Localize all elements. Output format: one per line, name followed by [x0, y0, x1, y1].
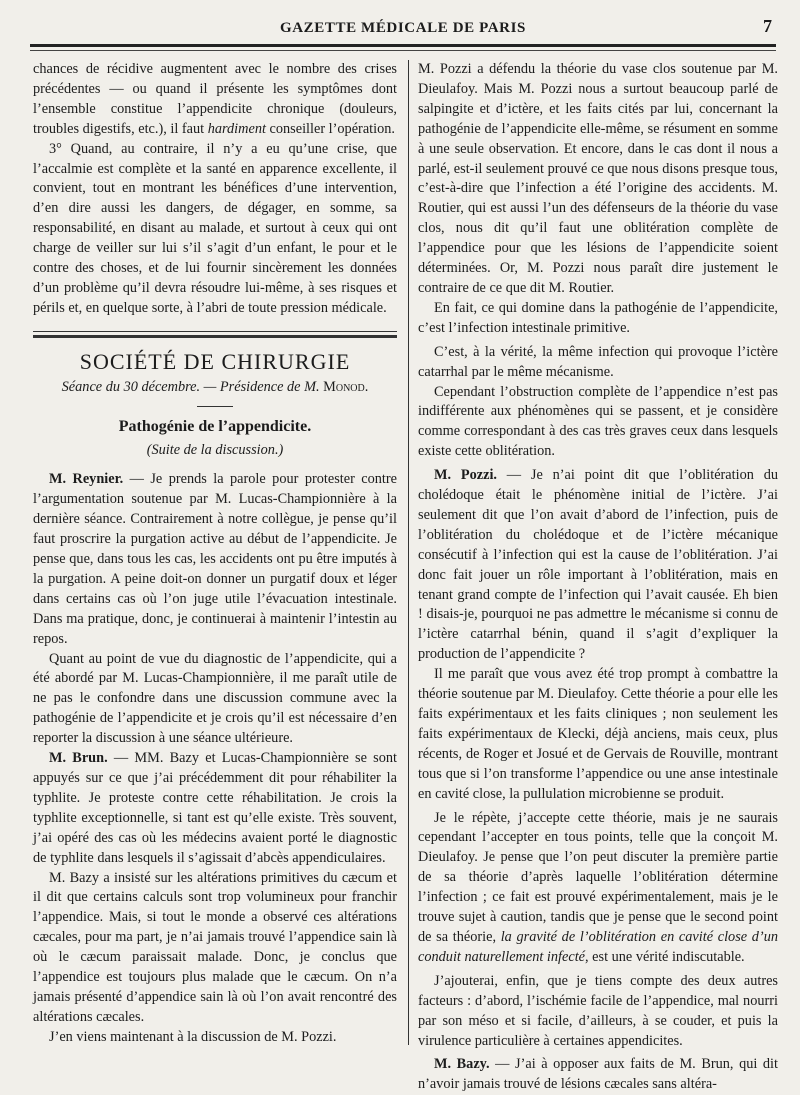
paragraph: [418, 809, 778, 968]
paragraph-pozzi: [418, 466, 778, 665]
text-span: chances de récidive augmentent avec le nombre des crises précédentes — ou quand il présente les symptômes dont l’ensemble constitue l’appendicite chronique (douleurs, troubles digestifs, etc.), il faut: [33, 61, 397, 137]
column-divider: [408, 60, 409, 1045]
paragraph-bazy: [418, 1055, 778, 1095]
speaker-name: M. Bazy.: [434, 1056, 490, 1073]
paragraph: 3° Quand, au contraire, il n’y a eu qu’une crise, que l’accalmie est complète et la santé en apparence excellente, il convient, tout en montrant les bénéfices d’une intervention, d’en dire aussi les dangers, de dégager, en somme, sa responsabilité, en disant au malade, et surtout à ceux qui ont charge de veiller sur lui s’il s’agit d’un enfant, le pour et le contre des choses, et de lui fournir sincèrement les données d’un problème qu’il devra résoudre lui-même, à ses risques et périls et, en quelque sorte, à l’abri de toute pression médicale.: [33, 140, 397, 316]
header-rule-thick: [30, 44, 776, 47]
paragraph-reynier: [33, 470, 397, 649]
header-rule-thin: [30, 50, 776, 51]
paragraph: Cependant l’obstruction complète de l’appendice n’est pas indifférente aux phénomènes qui se passent, et je considère comme correspondant à des cas très graves ceux dans lesquels existe cette oblitération.: [418, 383, 778, 460]
text-span: conseiller l’opération.: [265, 120, 395, 137]
short-divider: [197, 406, 233, 407]
paragraph: Il me paraît que vous avez été trop prompt à combattre la théorie soutenue par M. Dieulafoy. Cette théorie a pour elle les faits expérimentaux et les faits cliniques ; non seulement les faits expérimentaux de Klecki, déjà anciens, mais ceux, plus récents, de Roger et Josué et de Gervais de Rouville, montrant tous que si l’on transforme l’appendice ou une anse intestinale en cavité close, la pullulation microbienne se produit.: [418, 666, 778, 802]
speaker-name: M. Brun.: [49, 750, 108, 767]
text-span: Je le répète, j’accepte cette théorie, mais je ne saurais cependant l’accepter en tous points, telle que la conçoit M. Dieulafoy. Je pense que l’on peut discuter la première partie de sa théorie d’après laquelle l’oblitération détermine l’infection ; ce fait est prouvé expérimentalement, mais je le trouve sujet à caution, tandis que je pense que le second point de sa théorie,: [418, 809, 778, 945]
page-number: 7: [763, 16, 772, 36]
speech-text: — Je n’ai point dit que l’oblitération du cholédoque était le phénomène initial de l’ictère. J’ai seulement dit que l’on avait d’abord de l’infection, puis de l’oblitération du cholédoque et de l’ictère mécanique consécutif à l’infection qui est la cause de l’oblitération. J’ai donc fait jouer un rôle important à l’oblitération, mais en tenant grand compte de l’infection qui l’avait causée. Eh bien ! disais-je, pourquoi ne pas admettre le mécanisme si connu de l’ictère catarrhal bénin, quand il s’agit d’expliquer la production de l’appendicite ?: [418, 467, 778, 663]
speaker-name: M. Pozzi.: [434, 467, 497, 484]
section-subtitle: (Suite de la discussion.): [146, 441, 284, 458]
section-divider-thin: [33, 331, 397, 332]
paragraph: M. Bazy a insisté sur les altérations primitives du cæcum et il dit que certains calculs sont trop volumineux pour franchir l’appendice. Mais, si tout le monde a observé ces altérations cæcales, pour ma part, je n’ai jamais trouvé l’appendice sain là où le cæcum paraissait malade. Donc, je conclus que l’appendice est toujours plus malade que le cæcum. On n’a jamais présenté d’appendice sain là où l’on avait rencontré des altérations cæcales.: [33, 869, 397, 1025]
paragraph: En fait, ce qui domine dans la pathogénie de l’appendicite, c’est l’infection intestinale primitive.: [418, 299, 778, 336]
society-heading: SOCIÉTÉ DE CHIRURGIE: [79, 348, 351, 374]
speech-text: — MM. Bazy et Lucas-Championnière se sont appuyés sur ce que j’ai précédemment dit pour réhabiliter la typhlite. Je proteste contre cette réhabilitation. Je crois la typhlite exceptionnelle, si tant est qu’elle existe. Très souvent, j’ai opéré des cas où les médecins avaient porté le diagnostic de typhlite dans lesquels il s’agissait d’abcès appendiculaires.: [33, 750, 397, 866]
emphasis-text: la gravité de l’oblitération en cavité close d’un conduit naturellement infecté: [418, 928, 778, 965]
paragraph-continuation: [33, 60, 397, 140]
page-header: [30, 14, 776, 40]
section-divider-thick: [33, 335, 397, 338]
journal-title: GAZETTE MÉDICALE DE PARIS: [279, 20, 526, 36]
paragraph-continuation: M. Pozzi a défendu la théorie du vase clos soutenue par M. Dieulafoy. Mais M. Pozzi nous a surtout beaucoup parlé de salpingite et d’ictère, et les faits cités par lui, concernant la pathogénie de l’appendicite elle-même, se résument en somme à une seule observation. Et encore, dans le cas dont il nous a parlé, est-il seulement prouvé ce que nous disons presque tous, c’est-à-dire que l’infection a été l’origine des accidents. M. Routier, qui est aussi l’un des défenseurs de la théorie du vase clos, nous dit qu’il faut une oblitération complète de l’appendice pour que les lésions de l’appendicite soient déterminées. Or, M. Pozzi nous paraît dire justement le contraire de ce que dit M. Routier.: [418, 61, 778, 296]
paragraph-brun: [33, 749, 397, 868]
left-column: [33, 60, 397, 1048]
right-column: [418, 60, 778, 1095]
emphasis-text: hardiment: [207, 120, 266, 137]
paragraph: J’ajouterai, enfin, que je tiens compte des deux autres facteurs : d’abord, l’ischémie facile de l’appendice, mal nourri par son méso et si facile, d’ailleurs, à se couder, et puis la virulence particulière à certaines appendicites.: [418, 972, 778, 1049]
session-text: Séance du 30 décembre. — Présidence de M.: [61, 378, 324, 395]
president-name: Monod.: [323, 378, 369, 395]
text-span: , est une vérité indiscutable.: [585, 948, 745, 965]
session-line: [33, 378, 397, 398]
paragraph: Quant au point de vue du diagnostic de l’appendicite, qui a été abordé par M. Lucas-Championnière, il me paraît utile de ne pas le confondre dans une discussion commune avec la pathogénie de l’appendicite et je crois qu’il est nécessaire d’en reporter la discussion à une séance ultérieure.: [33, 650, 397, 747]
section-title: Pathogénie de l’appendicite.: [118, 417, 312, 435]
speech-text: — Je prends la parole pour protester contre l’argumentation soutenue par M. Lucas-Championnière à la dernière séance. Contrairement à notre collègue, je pense qu’il faut proscrire la purgation active au début de l’appendicite. Je pense que, dans tous les cas, les accidents ont pu être imputés à la purgation. A peine doit-on donner un purgatif doux et léger dans certains cas où l’on juge utile l’évacuation intestinale. Dans ma pratique, donc, je continuerai à maintenir l’intestin au repos.: [33, 471, 397, 647]
paragraph: C’est, à la vérité, la même infection qui provoque l’ictère catarrhal par le même mécanisme.: [418, 343, 778, 380]
paragraph: J’en viens maintenant à la discussion de M. Pozzi.: [49, 1028, 337, 1045]
speaker-name: M. Reynier.: [49, 471, 124, 488]
speech-text: — J’ai à opposer aux faits de M. Brun, qui dit n’avoir jamais trouvé de lésions cæcales sans altéra-: [418, 1056, 778, 1093]
